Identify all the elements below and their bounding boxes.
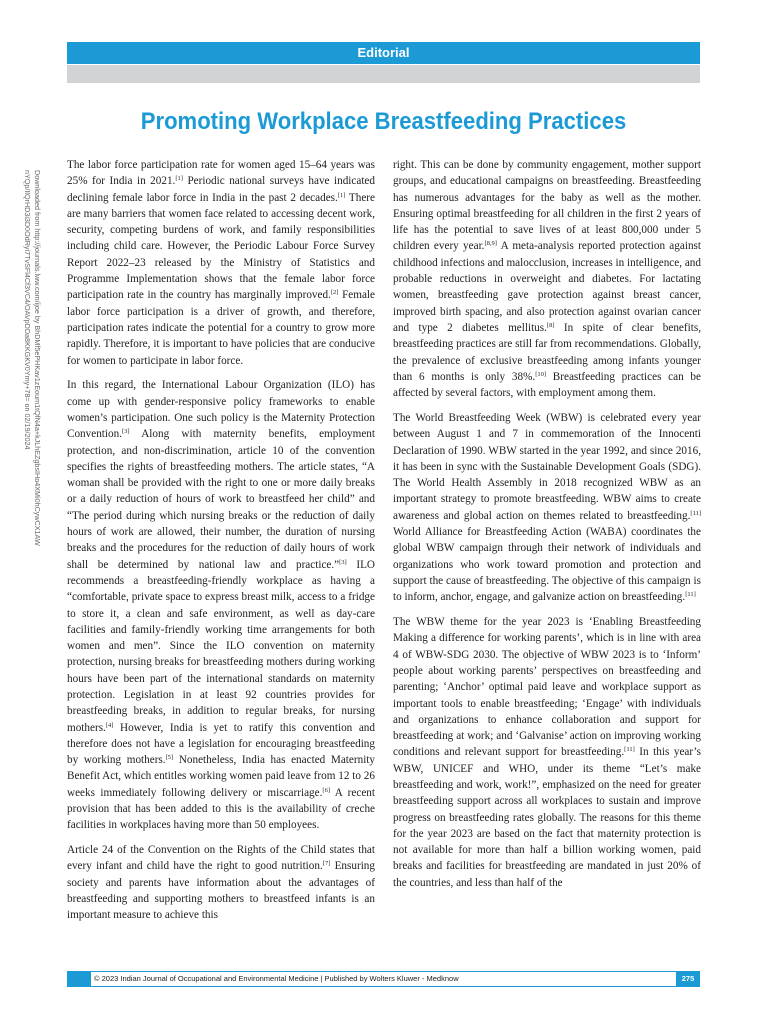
footer-copyright: © 2023 Indian Journal of Occupational and Environmental Medicine | Published by Wolters Kluwer - Medknow — [94, 974, 459, 983]
paragraph: In this regard, the International Labour Organization (ILO) has come up with gender-responsive policy frameworks to enable women’s participation. One such policy is the Maternity Protection Convention.[3] Along with maternity benefits, employment protection, and non-discrimination, article 10 of the convention specifies the rights of breastfeeding mothers. The article states, “A woman shall be provided with the right to one or more daily breaks or a daily reduction of hours of work to breastfeed her child” and “The period during which nursing breaks or the reduction of daily hours of work are allowed, their number, the duration of nursing breaks and the procedures for the reduction of daily hours of work shall be determined by national law and practice.”[3] ILO recommends a breastfeeding-friendly workplace as having a “comfortable, private space to express breast milk, access to a fridge to store it, a clean and safe environment, as well as day-care facilities and family-friendly working time arrangements for both women and men”. Since the ILO convention on maternity protection, nursing breaks for breastfeeding mothers during working hours have been part of the international standards on maternity protection. Legislation in at least 92 countries provides for breastfeeding breaks, in addition to regular breaks, for nursing mothers.[4] However, India is yet to ratify this convention and therefore does not have a legislation for encouraging breastfeeding by working mothers.[5] Nonetheless, India has enacted Maternity Benefit Act, which entitles working women paid leave from 12 to 26 weeks immediately following delivery or miscarriage.[6] A recent provision that has been added to this is the availability of creche facilities in workplaces having more than 50 employees. — [67, 379, 376, 832]
citation: [10] — [535, 370, 547, 378]
paragraph: The labor force participation rate for women aged 15–64 years was 25% for India in 2021.[1] Periodic national surveys have indicated declining female labor force in India in the past 2 decades.[1] There are many barriers that women face related to accessing decent work, security, competing burdens of work, and family responsibilities including child care. However, the Periodic Labour Force Survey Report 2022–23 released by the Ministry of Statistics and Programme Implementation shows that the female labor force participation rate in the country has marginally improved.[2] Female labor force participation is a driver of growth, and therefore, participation rates indicate the potential for a country to grow more rapidly. Therefore, it is important to have policies that are conducive for women to participate in labor force. — [67, 159, 375, 367]
page-number: 275 — [676, 972, 700, 986]
article-title: Promoting Workplace Breastfeeding Practices — [140, 108, 627, 135]
download-watermark — [18, 170, 48, 590]
section-header-bar — [67, 42, 700, 64]
citation: [4] — [105, 721, 114, 729]
paragraph: The WBW theme for the year 2023 is ‘Enabling Breastfeeding Making a difference for working parents’, which is in line with area 4 of WBW-SDG 2030. The objective of WBW 2023 is to ‘Inform’ people about working parents’ perspectives on breastfeeding and parenting; ‘Anchor’ optimal paid leave and workplace support as important tools to enable breastfeeding; ‘Engage’ with individuals and organizations to enhance collaboration and support for breastfeeding at work; and ‘Galvanise’ action on improving working conditions and relevant support for breastfeeding.[11] In this year’s WBW, UNICEF and WHO, under its theme “Let’s make breastfeeding and work, work!”, emphasized on the need for greater breastfeeding support across all workplaces to sustain and improve progress on breastfeeding rates globally. The reasons for this theme for the year 2023 are based on the fact that maternity protection is not available for more than half a billion working women, paid breaks and facilities for breastfeeding are mandated in just 20% of the countries, and less than half of the — [393, 616, 701, 889]
left-column — [67, 157, 375, 932]
citation: [8] — [546, 321, 555, 329]
citation: [11] — [624, 746, 635, 754]
paragraph: Article 24 of the Convention on the Rights of the Child states that every infant and child have the right to good nutrition.[7] Ensuring society and parents have information about the advantages of breastfeeding and supporting mothers to breastfeed infants is an important measure to achieve this — [67, 844, 375, 922]
citation: [6] — [322, 786, 330, 794]
section-label: Editorial — [357, 45, 410, 60]
citation: [2] — [330, 289, 339, 297]
citation: [8,9] — [484, 240, 497, 248]
footer-accent-bar — [67, 972, 91, 986]
paragraph: The World Breastfeeding Week (WBW) is celebrated every year between August 1 and 7 in commemoration of the Innocenti Declaration of 1990. WBW started in the year 1992, and since 2016, it has been in sync with the Sustainable Development Goals (SDG). The World Health Assembly in 2018 recognized WBW as an important strategy to promote breastfeeding. WBW aims to create awareness and global action on themes related to breastfeeding.[11] World Alliance for Breastfeeding Action (WABA) coordinates the global WBW campaign through their network of individuals and organizations who work toward promotion and protection and support the cause of breastfeeding. The objective of this campaign is to inform, anchor, engage, and galvanize action on breastfeeding.[11] — [393, 411, 701, 604]
watermark-line-2: nYQp/IlQrHD3i3D0OdRyi7TvSFl4Cf3VC4/OAVpDDa8KKGKV0Ymy+78= on 02/19/2024 — [23, 170, 32, 450]
header-grey-band — [67, 65, 700, 83]
citation: [3] — [339, 558, 347, 566]
citation: [1] — [175, 175, 183, 183]
paragraph: right. This can be done by community engagement, mother support groups, and educational campaigns on breastfeeding. Breastfeeding has numerous advantages for the baby as well as the mother. Ensuring optimal breastfeeding for all children in the first 2 years of life has the potential to save lives of at least 800,000 under 5 children every year.[8,9] A meta-analysis reported protection against childhood infections and malocclusion, increases in intelligence, and probable reductions in overweight and diabetes. For lactating women, breastfeeding gave protection against breast cancer, improved birth spacing, and also protection against ovarian cancer and type 2 diabetes mellitus.[8] In spite of clear benefits, breastfeeding practices are still far from recommendations. Globally, the prevalence of exclusive breastfeeding among infants younger than 6 months is only 38%.[10] Breastfeeding practices can be affected by several factors, with employment among them. — [393, 159, 701, 400]
watermark-line-1: Downloaded from http://journals.lww.com/ijoe by BhDMf5ePHKav1zEoum1tQfN4a+kJLhEZgbsIHo4XMi0hCywCX1AW — [33, 170, 42, 546]
citation: [5] — [165, 754, 174, 762]
citation: [11] — [685, 591, 696, 599]
citation: [11] — [690, 509, 701, 517]
citation: [3] — [122, 428, 130, 436]
right-column — [393, 157, 701, 900]
citation: [1] — [337, 191, 346, 199]
citation: [7] — [322, 860, 331, 868]
page-footer — [67, 971, 700, 987]
